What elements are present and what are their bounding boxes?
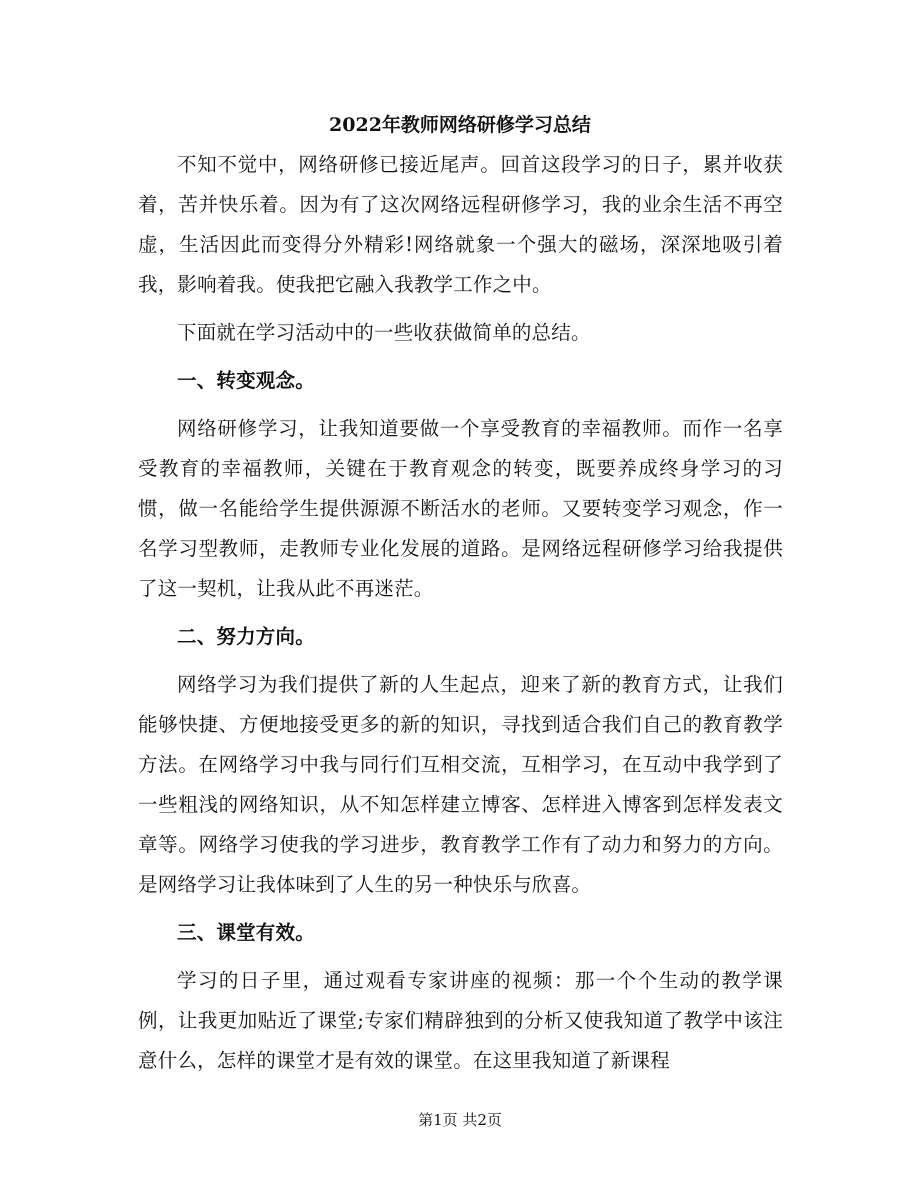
page-number-footer: 第1页 共2页 — [418, 1111, 502, 1129]
document-body — [138, 145, 783, 1081]
section-heading-1: 一、转变观念。 — [177, 369, 315, 392]
paragraph-intro: 不知不觉中，网络研修已接近尾声。回首这段学习的日子，累并收获着，苦并快乐着。因为有了这次网络远程研修学习，我的业余生活不再空虚，生活因此而变得分外精彩!网络就象一个强大的磁场，深深地吸引着我，影响着我。使我把它融入我教学工作之中。 — [138, 153, 783, 296]
paragraph-section-3: 学习的日子里，通过观看专家讲座的视频：那一个个生动的教学课例，让我更加贴近了课堂;专家们精辟独到的分析又使我知道了教学中该注意什么，怎样的课堂才是有效的课堂。在这里我知道了新课程 — [138, 969, 783, 1072]
section-heading-3: 三、课堂有效。 — [177, 921, 315, 944]
paragraph-summary-lead: 下面就在学习活动中的一些收获做简单的总结。 — [177, 321, 591, 344]
paragraph-section-2: 网络学习为我们提供了新的人生起点，迎来了新的教育方式，让我们能够快捷、方便地接受更多的新的知识，寻找到适合我们自己的教育教学方法。在网络学习中我与同行们互相交流，互相学习，在互动中我学到了一些粗浅的网络知识，从不知怎样建立博客、怎样进入博客到怎样发表文章等。网络学习使我的学习进步，教育教学工作有了动力和努力的方向。是网络学习让我体味到了人生的另一种快乐与欣喜。 — [138, 673, 783, 896]
section-heading-2: 二、努力方向。 — [177, 625, 315, 648]
paragraph-section-1: 网络研修学习，让我知道要做一个享受教育的幸福教师。而作一名享受教育的幸福教师，关键在于教育观念的转变，既要养成终身学习的习惯，做一名能给学生提供源源不断活水的老师。又要转变学习观念，作一名学习型教师，走教师专业化发展的道路。是网络远程研修学习给我提供了这一契机，让我从此不再迷茫。 — [138, 417, 783, 600]
document-title: 2022年教师网络研修学习总结 — [329, 114, 591, 136]
